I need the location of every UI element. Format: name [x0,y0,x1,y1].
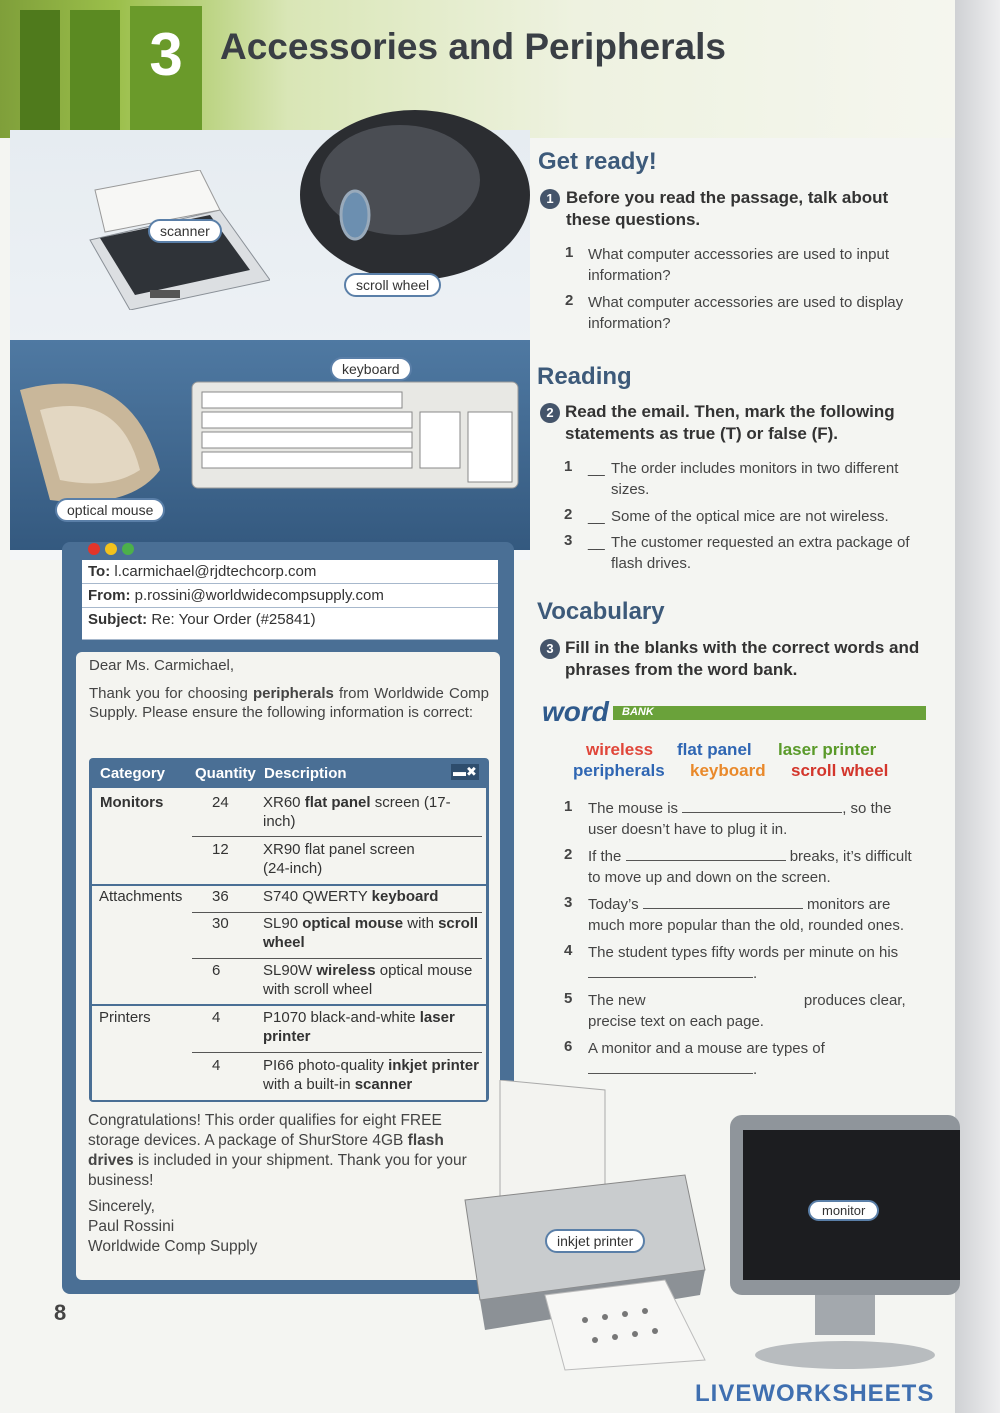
row-divider [192,1052,482,1053]
desc: XR90 flat panel screen (24-inch) [263,841,415,877]
reading-heading: Reading [537,363,632,390]
desc: PI66 photo-quality inkjet printer with a built-in scanner [263,1057,479,1093]
page-edge [955,0,1000,1413]
fill-in-item: The new produces clear, precise text on each page. [588,992,906,1030]
word-bank-word: flat panel [677,740,752,759]
header-stripe [70,10,120,130]
keyboard-label: keyboard [330,357,412,381]
fill-in-item: The student types fifty words per minute on his . [588,944,899,982]
qty: 12 [212,841,229,858]
close-dot-icon [88,543,100,555]
table-window-controls[interactable]: ▬✖ [453,764,477,779]
item-number: 1 [564,798,573,815]
word-bank-logo: word [538,696,613,728]
qty: 24 [212,794,229,811]
desc: SL90 optical mouse with scroll wheel [263,915,479,951]
statement: The customer requested an extra package of flash drives. [611,534,910,572]
item-number: 6 [564,1038,573,1055]
get-ready-question: What computer accessories are used to input information? [588,246,889,284]
email-signoff: Sincerely, [88,1198,155,1215]
qty: 4 [212,1057,221,1074]
email-sender-company: Worldwide Comp Supply [88,1238,258,1255]
desc: XR60 flat panel screen (17-inch) [263,794,451,830]
answer-blank[interactable] [588,963,753,978]
optical-mouse-label: optical mouse [55,498,165,522]
email-intro: Thank you for choosing peripherals from Worldwide Comp Supply. Please ensure the following information is correct: [89,685,490,721]
col-header-quantity: Quantity [195,765,256,782]
row-divider [192,836,482,837]
fill-in-item: Today’s monitors are much more popular than the old, rounded ones. [588,896,905,934]
email-greeting: Dear Ms. Carmichael, [89,657,235,674]
vocabulary-instruction: Fill in the blanks with the correct words and phrases from the word bank. [565,638,920,679]
qty: 30 [212,915,229,932]
fill-in-item: A monitor and a mouse are types of . [588,1040,825,1078]
header-stripe [20,10,60,130]
email-closing: Congratulations! This order qualifies for eight FREE storage devices. A package of ShurStore 4GB flash drives is included in your shipment. Thank you for your business! [88,1112,467,1189]
email-to-row: To: l.carmichael@rjdtechcorp.com [82,560,498,584]
statement: The order includes monitors in two different sizes. [611,460,899,498]
word-bank-word: wireless [586,740,654,759]
word-bank-word: peripherals [573,761,665,780]
printer-image [455,1080,715,1375]
category-attachments: Attachments [99,888,183,905]
page-number: 8 [54,1300,67,1325]
desc: P1070 black-and-white laser printer [263,1009,455,1045]
col-header-description: Description [264,765,347,782]
exercise-number: 1 [540,189,560,209]
word-bank-tag: BANK [622,706,654,718]
email-from-row: From: p.rossini@worldwidecompsupply.com [82,584,498,608]
get-ready-heading: Get ready! [538,148,657,175]
category-printers: Printers [99,1009,151,1026]
true-false-blank[interactable]: __ [588,534,605,551]
unit-number: 3 [130,6,202,134]
monitor-image [725,1110,960,1375]
exercise-number: 3 [540,639,560,659]
true-false-blank[interactable]: __ [588,460,605,477]
inkjet-printer-label: inkjet printer [545,1229,645,1253]
get-ready-question: What computer accessories are used to display information? [588,294,904,332]
liveworksheets-logo: LIVEWORKSHEETS [695,1380,935,1407]
desc: S740 QWERTY keyboard [263,888,439,905]
item-number: 3 [564,532,573,549]
answer-blank[interactable] [650,990,800,1005]
item-number: 2 [565,292,574,309]
statement: Some of the optical mice are not wireless. [611,508,889,525]
get-ready-instruction: Before you read the passage, talk about these questions. [566,188,889,229]
item-number: 5 [564,990,573,1007]
category-monitors: Monitors [100,794,164,811]
fill-in-item: The mouse is , so the user doesn’t have to plug it in. [588,800,892,838]
keyboard-image [190,380,520,490]
item-number: 1 [564,458,573,475]
word-bank-word: scroll wheel [791,761,889,780]
row-divider [192,958,482,959]
minimize-dot-icon [105,543,117,555]
fill-in-item: If the breaks, it’s difficult to move up and down on the screen. [588,848,912,886]
answer-blank[interactable] [626,846,786,861]
item-number: 2 [564,506,573,523]
qty: 36 [212,888,229,905]
true-false-blank[interactable]: __ [588,508,605,525]
qty: 4 [212,1009,221,1026]
page-title: Accessories and Peripherals [220,26,726,67]
email-sender-name: Paul Rossini [88,1218,175,1235]
word-bank-word: laser printer [778,740,877,759]
word-bank-word: keyboard [690,761,766,780]
email-subject-row: Subject: Re: Your Order (#25841) [82,608,498,640]
scanner-label: scanner [148,219,222,243]
item-number: 3 [564,894,573,911]
item-number: 1 [565,244,574,261]
exercise-number: 2 [540,403,560,423]
reading-instruction: Read the email. Then, mark the following statements as true (T) or false (F). [565,402,895,443]
item-number: 2 [564,846,573,863]
col-header-category: Category [100,765,166,782]
qty: 6 [212,962,221,979]
monitor-label: monitor [808,1200,879,1221]
answer-blank[interactable] [588,1059,753,1074]
item-number: 4 [564,942,573,959]
desc: SL90W wireless optical mouse with scroll wheel [263,962,473,998]
optical-mouse-image [10,350,180,520]
scroll-wheel-label: scroll wheel [344,273,441,297]
answer-blank[interactable] [682,798,842,813]
maximize-dot-icon [122,543,134,555]
answer-blank[interactable] [643,894,803,909]
row-divider [192,912,482,913]
vocabulary-heading: Vocabulary [537,598,665,625]
